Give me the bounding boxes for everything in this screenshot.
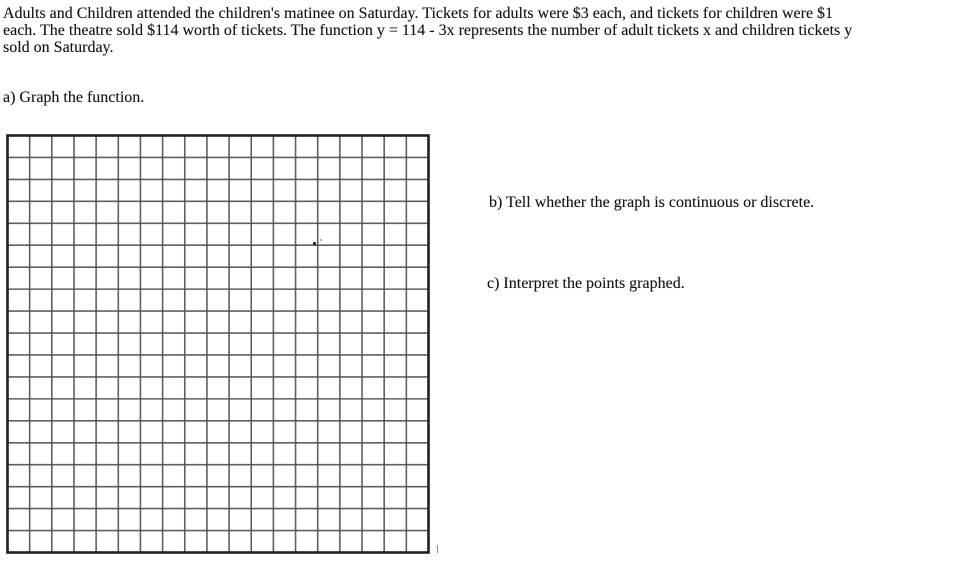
problem-statement (3, 5, 852, 56)
question-c-label: c) Interpret the points graphed. (487, 275, 685, 292)
question-b-label: b) Tell whether the graph is continuous or discrete. (489, 194, 815, 211)
stray-speck (320, 239, 322, 241)
scan-artifact-tick (437, 545, 438, 553)
graph-grid (6, 134, 430, 554)
problem-line-2: each. The theatre sold $114 worth of tickets. The function y = 114 - 3x represents the number of adult tickets x and children tickets y (3, 22, 853, 39)
problem-line-1: Adults and Children attended the children's matinee on Saturday. Tickets for adults were $3 each, and tickets for children were $1 (3, 5, 834, 22)
question-a-label: a) Graph the function. (3, 89, 145, 106)
graph-grid-svg (6, 134, 430, 554)
stray-pencil-dot (313, 242, 316, 245)
problem-line-3: sold on Saturday. (3, 39, 114, 56)
